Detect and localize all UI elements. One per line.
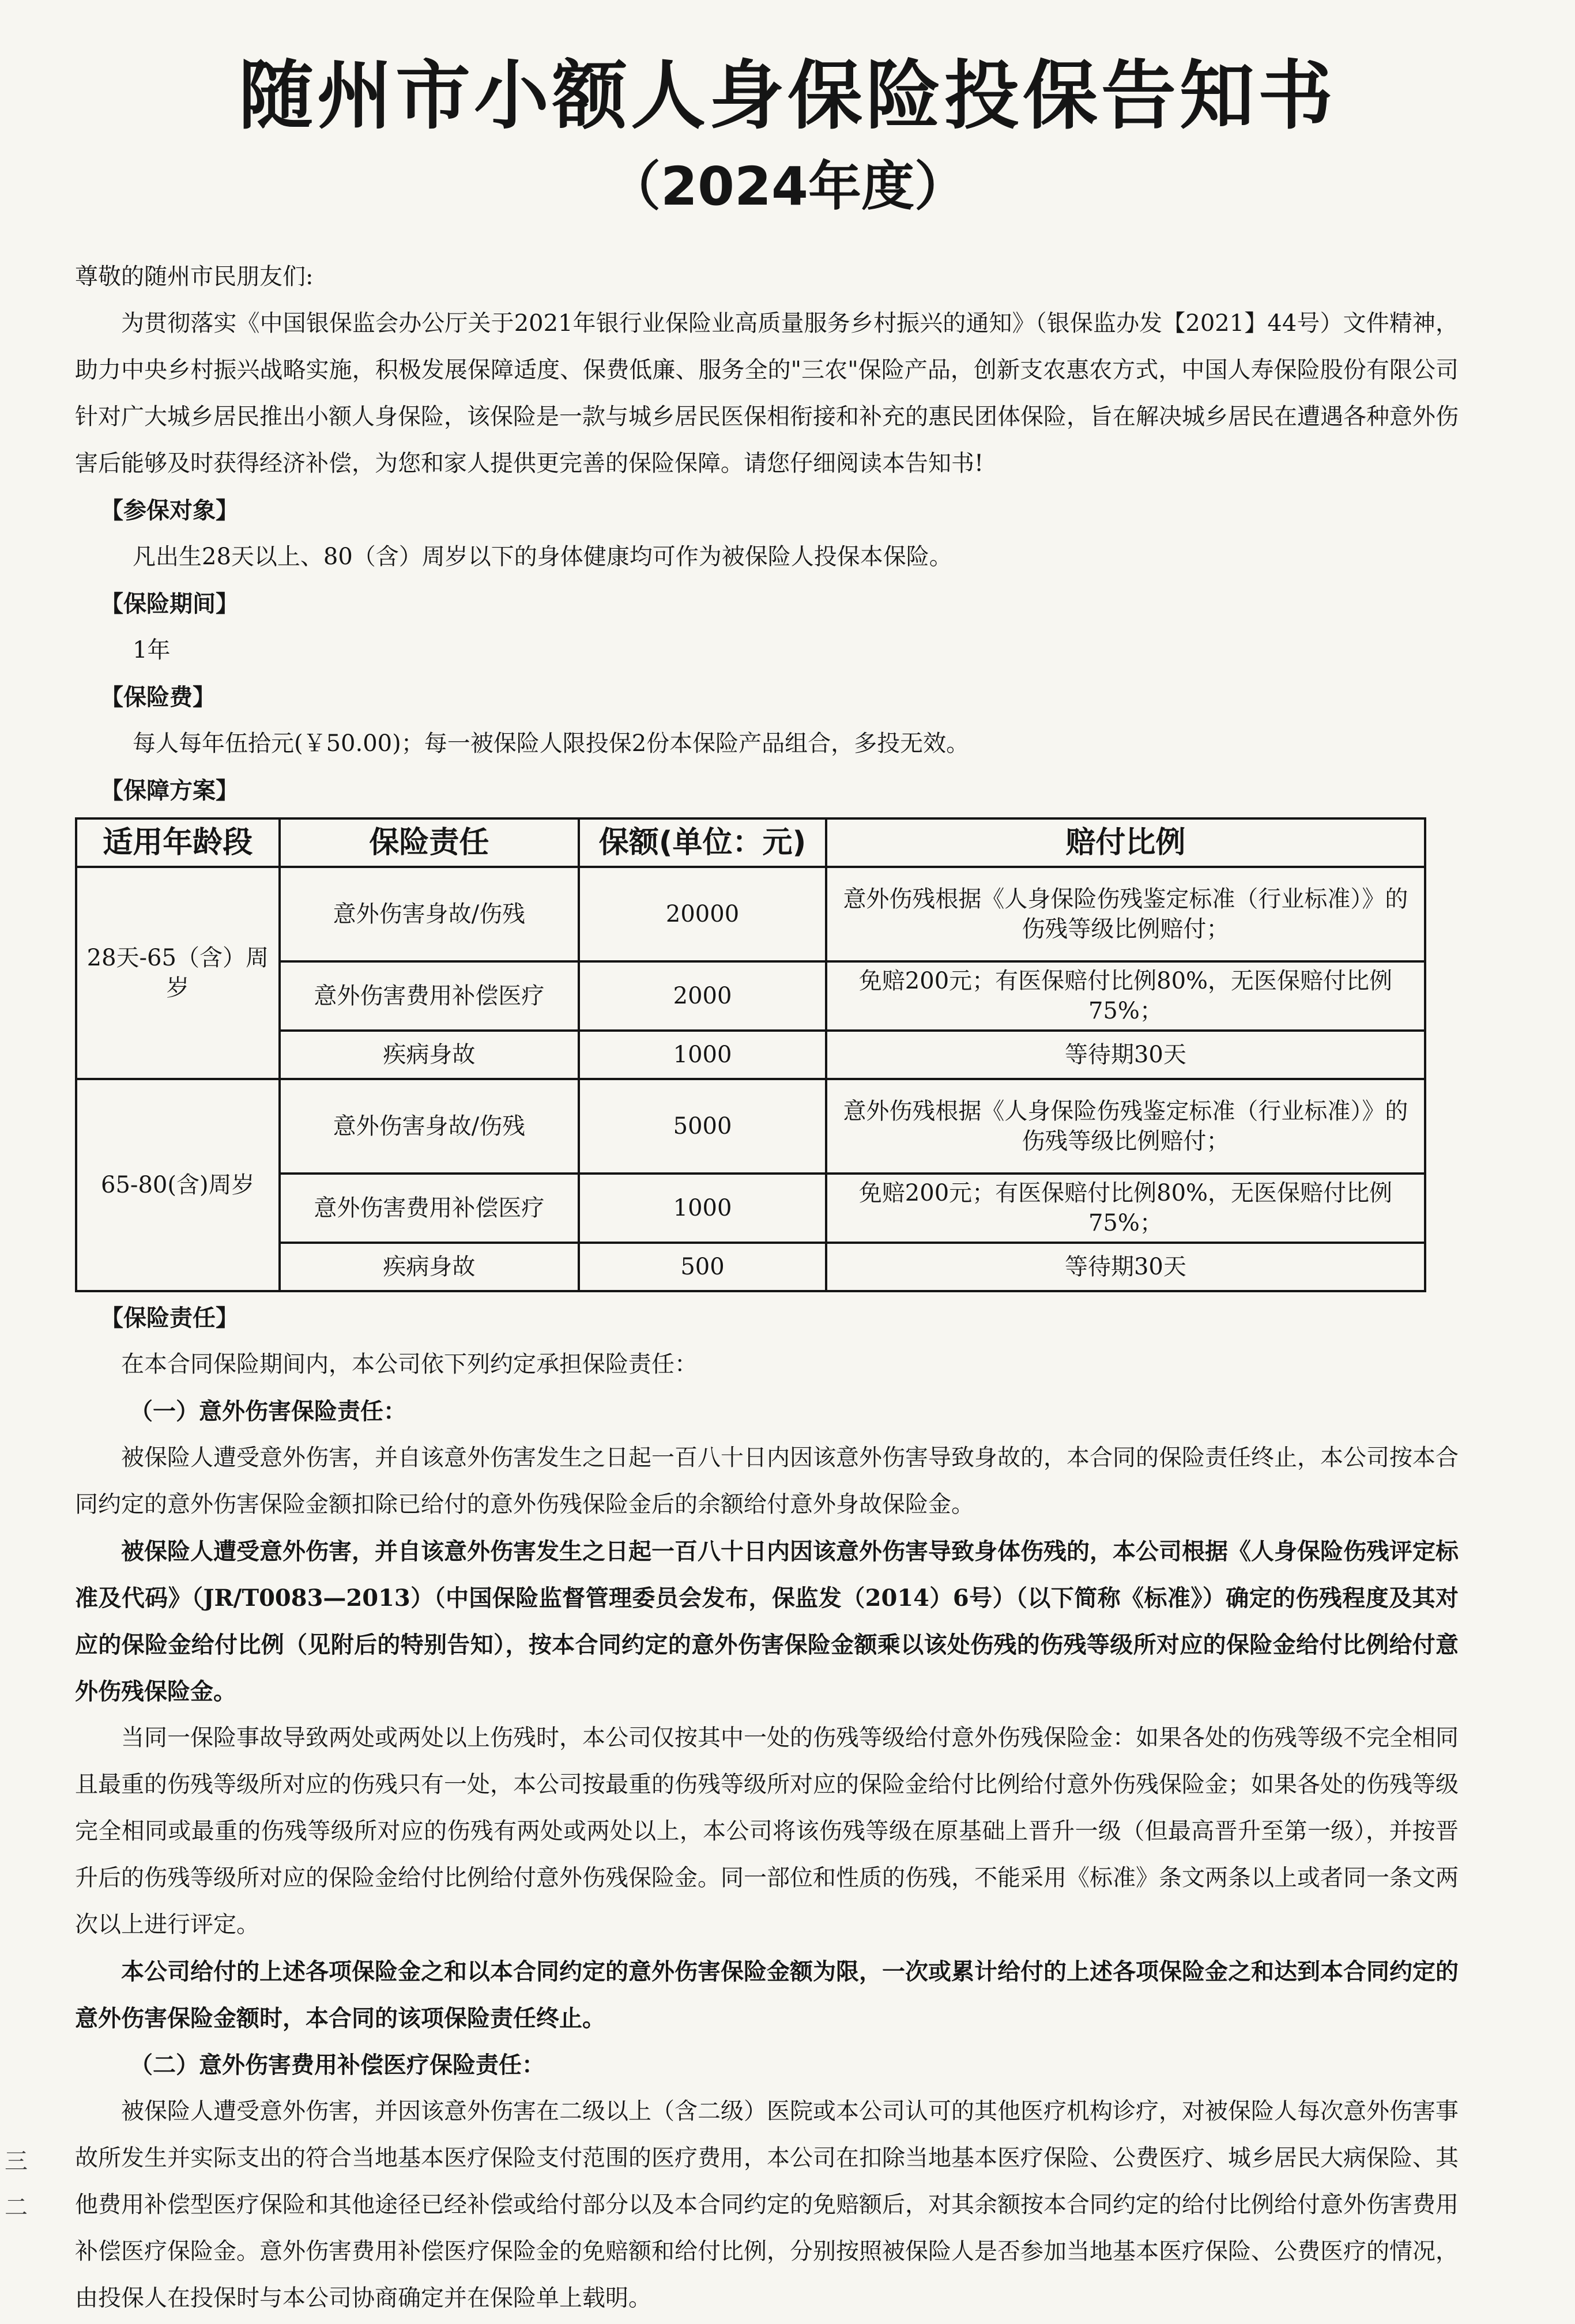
coverage-item-cell: 意外伤害费用补偿医疗 [280, 961, 579, 1031]
accident-liability-paragraph: 当同一保险事故导致两处或两处以上伤残时，本公司仅按其中一处的伤残等级给付意外伤残保险金：如果各处的伤残等级不完全相同且最重的伤残等级所对应的伤残只有一处，本公司按最重的伤残等级所对应的保险金给付比例给付意外伤残保险金；如果各处的伤残等级完全相同或最重的伤残等级所对应的伤残有两处或两处以上，本公司将该伤残等级在原基础上晋升一级（但最高晋升至第一级），并按晋升后的伤残等级所对应的保险金给付比例给付意外伤残保险金。同一部位和性质的伤残，不能采用《标准》条文两条以上或者同一条文两次以上进行评定。 [75, 1725, 1459, 1938]
coverage-item-cell: 意外伤害身故/伤残 [280, 1079, 579, 1174]
coverage-table [75, 817, 1426, 1292]
period-text: 1年 [133, 637, 171, 663]
margin-mark: 二 [5, 2194, 28, 2221]
period-heading: 【保险期间】 [100, 590, 239, 617]
medical-liability-paragraph: 被保险人遭受意外伤害，并因该意外伤害在二级以上（含二级）医院或本公司认可的其他医疗机构诊疗，对被保险人每次意外伤害事故所发生并实际支出的符合当地基本医疗保险支付范围的医疗费用，本公司在扣除当地基本医疗保险、公费医疗、城乡居民大病保险、其他费用补偿型医疗保险和其他途径已经补偿或给付部分以及本合同约定的免赔额后，对其余额按本合同约定的给付比例给付意外伤害费用补偿医疗保险金。意外伤害费用补偿医疗保险金的免赔额和给付比例，分别按照被保险人是否参加当地基本医疗保险、公费医疗的情况，由投保人在投保时与本公司协商确定并在保险单上载明。 [75, 2098, 1459, 2311]
document-subtitle: （2024年度） [607, 156, 968, 217]
ratio-cell: 等待期30天 [826, 1031, 1425, 1079]
coverage-item-cell: 意外伤害身故/伤残 [280, 867, 579, 961]
age-group-cell: 28天-65（含）周岁 [76, 867, 280, 1079]
amount-cell: 5000 [579, 1079, 826, 1174]
amount-cell: 500 [579, 1243, 826, 1291]
medical-liability-heading: （二）意外伤害费用补偿医疗保险责任： [130, 2051, 545, 2078]
ratio-cell: 意外伤残根据《人身保险伤残鉴定标准（行业标准）》的伤残等级比例赔付； [826, 1079, 1425, 1174]
amount-cell: 2000 [579, 961, 826, 1031]
amount-cell: 20000 [579, 867, 826, 961]
amount-cell: 1000 [579, 1031, 826, 1079]
accident-liability-paragraph: 被保险人遭受意外伤害，并自该意外伤害发生之日起一百八十日内因该意外伤害导致身体伤残的，本公司根据《人身保险伤残评定标准及代码》（JR/T0083—2013）（中国保险监督管理委员会发布，保监发（2014）6号）（以下简称《标准》）确定的伤残程度及其对应的保险金给付比例（见附后的特别告知），按本合同约定的意外伤害保险金额乘以该处伤残的伤残等级所对应的保险金给付比例给付意外伤残保险金。 [75, 1538, 1459, 1705]
accident-liability-paragraph: 被保险人遭受意外伤害，并自该意外伤害发生之日起一百八十日内因该意外伤害导致身故的，本合同的保险责任终止，本公司按本合同约定的意外伤害保险金额扣除已给付的意外伤残保险金后的余额给付意外身故保险金。 [75, 1444, 1459, 1518]
table-header-cell: 赔付比例 [826, 818, 1425, 867]
plan-heading: 【保障方案】 [100, 777, 239, 804]
ratio-cell: 等待期30天 [826, 1243, 1425, 1291]
table-header-cell: 适用年龄段 [76, 818, 280, 867]
accident-liability-heading: （一）意外伤害保险责任： [130, 1398, 406, 1425]
greeting: 尊敬的随州市民朋友们: [75, 263, 314, 290]
margin-marks [5, 2138, 28, 2231]
accident-liability-paragraph: 本公司给付的上述各项保险金之和以本合同约定的意外伤害保险金额为限，一次或累计给付的上述各项保险金之和达到本合同约定的意外伤害保险金额时，本合同的该项保险责任终止。 [75, 1958, 1459, 2032]
intro-paragraph: 为贯彻落实《中国银保监会办公厅关于2021年银行业保险业高质量服务乡村振兴的通知》（银保监办发【2021】44号）文件精神，助力中央乡村振兴战略实施，积极发展保障适度、保费低廉、服务全的"三农"保险产品，创新支农惠农方式，中国人寿保险股份有限公司针对广大城乡居民推出小额人身保险，该保险是一款与城乡居民医保相衔接和补充的惠民团体保险，旨在解决城乡居民在遭遇各种意外伤害后能够及时获得经济补偿，为您和家人提供更完善的保险保障。请您仔细阅读本告知书! [75, 310, 1459, 477]
document-title: 随州市小额人身保险投保告知书 [238, 52, 1336, 139]
margin-mark: 三 [5, 2148, 28, 2175]
insured-text: 凡出生28天以上、80（含）周岁以下的身体健康均可作为被保险人投保本保险。 [133, 544, 952, 570]
ratio-cell: 免赔200元；有医保赔付比例80%，无医保赔付比例75%； [826, 1174, 1425, 1243]
amount-cell: 1000 [579, 1174, 826, 1243]
table-row [76, 867, 1425, 961]
table-row [76, 1079, 1425, 1174]
insured-heading: 【参保对象】 [100, 497, 239, 524]
premium-heading: 【保险费】 [100, 684, 216, 711]
liability-lead: 在本合同保险期间内，本公司依下列约定承担保险责任： [121, 1351, 698, 1378]
age-group-cell: 65-80(含)周岁 [76, 1079, 280, 1291]
table-header-cell: 保额(单位：元) [579, 818, 826, 867]
coverage-item-cell: 疾病身故 [280, 1243, 579, 1291]
table-header-row [76, 818, 1425, 867]
coverage-item-cell: 意外伤害费用补偿医疗 [280, 1174, 579, 1243]
document-body [75, 254, 1459, 2322]
liability-heading: 【保险责任】 [100, 1304, 239, 1331]
coverage-item-cell: 疾病身故 [280, 1031, 579, 1079]
ratio-cell: 意外伤残根据《人身保险伤残鉴定标准（行业标准）》的伤残等级比例赔付； [826, 867, 1425, 961]
ratio-cell: 免赔200元；有医保赔付比例80%，无医保赔付比例75%； [826, 961, 1425, 1031]
table-header-cell: 保险责任 [280, 818, 579, 867]
premium-text: 每人每年伍拾元(￥50.00)；每一被保险人限投保2份本保险产品组合，多投无效。 [133, 730, 970, 757]
